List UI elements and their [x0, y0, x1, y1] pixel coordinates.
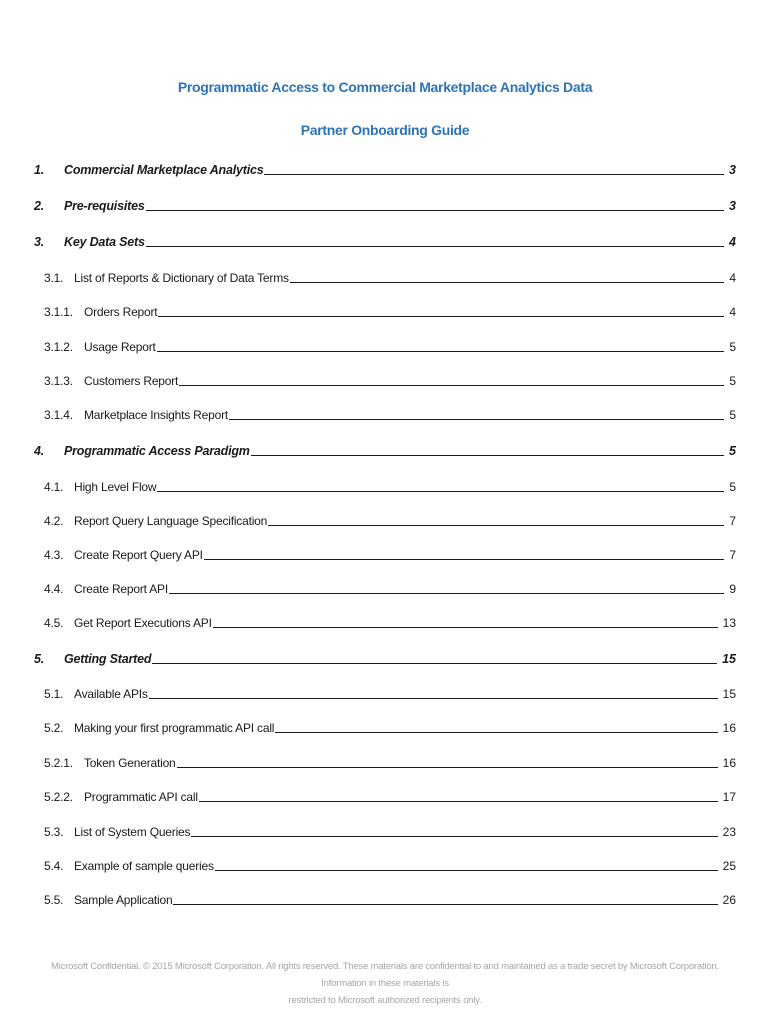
toc-entry-page: 9	[729, 582, 736, 596]
footer-line-1: Microsoft Confidential. © 2015 Microsoft Corporation. All rights reserved. These materials are confidential to and maintained as a trade secret by Microsoft Corporation. Information in these materials is	[51, 961, 719, 989]
toc-entry-title: List of System Queries	[74, 825, 191, 839]
toc-entry-number: 3.	[34, 235, 45, 249]
toc-entry[interactable]	[0, 338, 770, 358]
toc-entry-number: 5.	[34, 652, 45, 666]
toc-entry[interactable]	[0, 442, 770, 462]
toc-entry[interactable]	[0, 303, 770, 323]
toc-leader-line	[268, 525, 724, 526]
toc-entry-page: 17	[722, 790, 736, 804]
toc-leader-line	[229, 419, 724, 420]
toc-entry-title: Programmatic API call	[84, 790, 198, 804]
toc-entry-number: 3.1.	[44, 271, 64, 285]
toc-entry-page: 26	[722, 893, 736, 907]
toc-leader-line	[157, 491, 724, 492]
toc-entry-title: Getting Started	[64, 652, 152, 666]
toc-entry-title: Create Report API	[74, 582, 168, 596]
toc-entry-number: 3.1.2.	[44, 340, 73, 354]
toc-entry[interactable]	[0, 614, 770, 634]
toc-entry-number: 5.2.	[44, 721, 64, 735]
toc-entry[interactable]	[0, 891, 770, 911]
toc-entry-number: 2.	[34, 199, 45, 213]
toc-entry-title: List of Reports & Dictionary of Data Terms	[74, 271, 289, 285]
toc-leader-line	[199, 801, 718, 802]
toc-entry-number: 4.3.	[44, 548, 64, 562]
toc-entry-title: Usage Report	[84, 340, 156, 354]
toc-entry-title: High Level Flow	[74, 480, 157, 494]
toc-entry-title: Get Report Executions API	[74, 616, 212, 630]
toc-entry-page: 4	[729, 235, 736, 249]
toc-entry-number: 5.4.	[44, 859, 64, 873]
toc-entry[interactable]	[0, 406, 770, 426]
toc-entry-title: Create Report Query API	[74, 548, 203, 562]
toc-entry-page: 4	[729, 271, 736, 285]
document-title: Programmatic Access to Commercial Marketplace Analytics Data	[177, 79, 593, 95]
toc-entry-page: 5	[729, 374, 736, 388]
toc-entry[interactable]	[0, 857, 770, 877]
toc-entry-number: 4.4.	[44, 582, 64, 596]
toc-entry-number: 1.	[34, 163, 45, 177]
toc-entry-title: Key Data Sets	[64, 235, 145, 249]
toc-leader-line	[177, 767, 718, 768]
toc-leader-line	[204, 559, 724, 560]
toc-entry-number: 4.2.	[44, 514, 64, 528]
toc-entry-page: 16	[722, 756, 736, 770]
toc-entry-number: 5.2.1.	[44, 756, 73, 770]
toc-entry-page: 23	[722, 825, 736, 839]
toc-entry[interactable]	[0, 233, 770, 253]
toc-entry-title: Customers Report	[84, 374, 179, 388]
toc-entry-number: 5.5.	[44, 893, 64, 907]
toc-leader-line	[191, 836, 718, 837]
toc-leader-line	[158, 316, 724, 317]
toc-entry-title: Commercial Marketplace Analytics	[64, 163, 264, 177]
toc-entry-page: 7	[729, 548, 736, 562]
toc-entry[interactable]	[0, 788, 770, 808]
toc-entry[interactable]	[0, 823, 770, 843]
toc-leader-line	[290, 282, 724, 283]
toc-entry[interactable]	[0, 719, 770, 739]
toc-entry-number: 4.5.	[44, 616, 64, 630]
toc-entry-number: 4.1.	[44, 480, 64, 494]
toc-entry[interactable]	[0, 546, 770, 566]
toc-leader-line	[149, 698, 718, 699]
toc-entry-page: 25	[722, 859, 736, 873]
toc-entry-title: Report Query Language Specification	[74, 514, 268, 528]
toc-entry-number: 5.2.2.	[44, 790, 73, 804]
toc-entry[interactable]	[0, 372, 770, 392]
toc-entry-page: 5	[729, 444, 736, 458]
document-subtitle: Partner Onboarding Guide	[300, 122, 470, 138]
toc-entry-page: 5	[729, 480, 736, 494]
toc-entry[interactable]	[0, 197, 770, 217]
toc-entry-page: 13	[722, 616, 736, 630]
toc-leader-line	[275, 732, 718, 733]
toc-entry-number: 3.1.1.	[44, 305, 73, 319]
toc-entry-number: 3.1.3.	[44, 374, 73, 388]
toc-entry[interactable]	[0, 685, 770, 705]
toc-leader-line	[169, 593, 724, 594]
toc-leader-line	[179, 385, 724, 386]
toc-entry-page: 15	[722, 652, 736, 666]
toc-entry-page: 4	[729, 305, 736, 319]
toc-entry[interactable]	[0, 512, 770, 532]
toc-entry-title: Token Generation	[84, 756, 176, 770]
toc-entry-page: 3	[729, 163, 736, 177]
toc-leader-line	[173, 904, 718, 905]
toc-leader-line	[251, 455, 724, 456]
toc-entry-page: 15	[722, 687, 736, 701]
toc-entry[interactable]	[0, 269, 770, 289]
toc-entry-title: Example of sample queries	[74, 859, 214, 873]
toc-leader-line	[152, 663, 717, 664]
toc-entry[interactable]	[0, 650, 770, 670]
toc-entry-page: 3	[729, 199, 736, 213]
confidentiality-footer	[30, 958, 740, 1009]
toc-entry-title: Making your first programmatic API call	[74, 721, 275, 735]
toc-entry-title: Available APIs	[74, 687, 148, 701]
toc-leader-line	[146, 246, 724, 247]
toc-entry-title: Orders Report	[84, 305, 158, 319]
toc-entry-page: 5	[729, 408, 736, 422]
toc-entry-page: 5	[729, 340, 736, 354]
toc-entry-number: 5.3.	[44, 825, 64, 839]
toc-entry-number: 5.1.	[44, 687, 64, 701]
toc-entry-title: Pre-requisites	[64, 199, 145, 213]
toc-entry-title: Sample Application	[74, 893, 173, 907]
toc-leader-line	[213, 627, 718, 628]
toc-entry-number: 4.	[34, 444, 45, 458]
toc-leader-line	[215, 870, 718, 871]
toc-entry-title: Programmatic Access Paradigm	[64, 444, 250, 458]
footer-line-2: restricted to Microsoft authorized recipients only.	[288, 995, 482, 1006]
toc-entry[interactable]	[0, 161, 770, 181]
toc-entry-title: Marketplace Insights Report	[84, 408, 229, 422]
toc-entry-number: 3.1.4.	[44, 408, 73, 422]
toc-entry-page: 16	[722, 721, 736, 735]
toc-entry-page: 7	[729, 514, 736, 528]
toc-leader-line	[146, 210, 724, 211]
toc-leader-line	[264, 174, 724, 175]
toc-entry[interactable]	[0, 580, 770, 600]
toc-entry[interactable]	[0, 754, 770, 774]
toc-entry[interactable]	[0, 478, 770, 498]
toc-leader-line	[157, 351, 724, 352]
